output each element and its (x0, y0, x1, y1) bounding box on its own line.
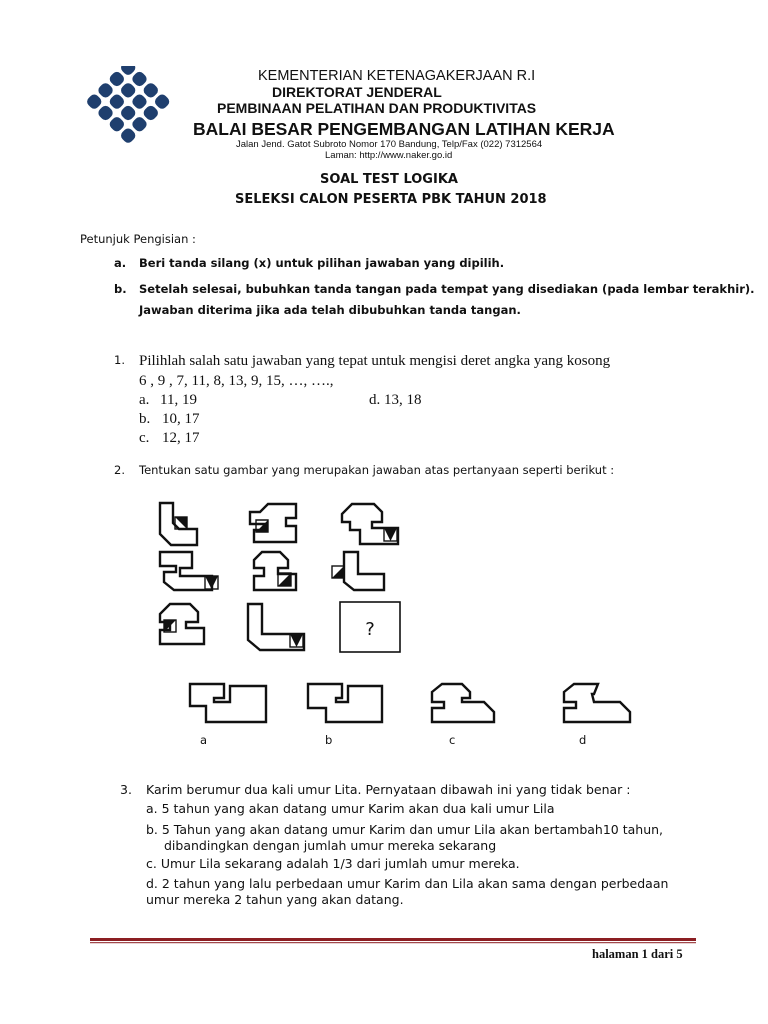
q2-prompt: Tentukan satu gambar yang merupakan jawaban atas pertanyaan seperti berikut : (139, 463, 615, 477)
grid-cell-6 (344, 552, 384, 590)
header-institution: BALAI BESAR PENGEMBANGAN LATIHAN KERJA (193, 119, 615, 139)
q1-option-c-label: c. (139, 430, 150, 446)
q1-option-a-label: a. (139, 392, 150, 408)
q3-option-c: c. Umur Lila sekarang adalah 1/3 dari jumlah umur mereka. (146, 856, 520, 871)
q3-option-d: d. 2 tahun yang lalu perbedaan umur Karim dan Lila akan sama dengan perbedaan (146, 876, 669, 891)
question-mark: ? (365, 619, 375, 640)
answer-figure-d (564, 684, 630, 722)
instruction-marker-a: a. (114, 256, 127, 270)
q3-option-b-cont: dibandingkan dengan jumlah umur mereka sekarang (164, 838, 497, 853)
instruction-text-b2: Jawaban diterima jika ada telah dibubuhkan tanda tangan. (139, 303, 521, 317)
q3-option-b: b. 5 Tahun yang akan datang umur Karim dan umur Lila akan bertambah10 tahun, (146, 822, 664, 837)
q3-number: 3. (120, 782, 132, 797)
instructions-heading: Petunjuk Pengisian : (80, 232, 196, 246)
q1-option-c-text: 12, 17 (162, 430, 200, 446)
header-address: Jalan Jend. Gatot Subroto Nomor 170 Bandung, Telp/Fax (022) 7312564 (236, 139, 543, 150)
q1-option-d: d. 13, 18 (369, 392, 422, 408)
q1-number: 1. (114, 353, 125, 367)
q1-option-b-text: 10, 17 (162, 411, 200, 427)
q1-option-b-label: b. (139, 411, 151, 427)
header-division: PEMBINAAN PELATIHAN DAN PRODUKTIVITAS (217, 100, 537, 116)
ministry-logo-icon (86, 66, 176, 150)
instruction-text-a: Beri tanda silang (x) untuk pilihan jawaban yang dipilih. (139, 256, 505, 270)
q1-option-a-text: 11, 19 (160, 392, 197, 408)
answer-label-a: a (200, 733, 208, 747)
q3-prompt: Karim berumur dua kali umur Lita. Pernyataan dibawah ini yang tidak benar : (146, 782, 631, 797)
page-number: halaman 1 dari 5 (592, 947, 683, 961)
page-title: SOAL TEST LOGIKA (320, 172, 458, 187)
grid-cell-2 (250, 504, 296, 542)
q2-number: 2. (114, 463, 125, 477)
instruction-marker-b: b. (114, 282, 127, 296)
q3-option-d-cont: umur mereka 2 tahun yang akan datang. (146, 892, 404, 907)
q2-figure-puzzle (150, 490, 662, 746)
answer-figure-a (190, 684, 266, 722)
answer-label-c: c (449, 733, 456, 747)
header-ministry: KEMENTERIAN KETENAGAKERJAAN R.I (258, 68, 536, 84)
grid-cell-4 (160, 552, 212, 590)
header-directorate: DIREKTORAT JENDERAL (272, 84, 442, 100)
header-website: Laman: http://www.naker.go.id (325, 150, 453, 161)
grid-cell-1 (160, 503, 197, 545)
q3-option-a: a. 5 tahun yang akan datang umur Karim akan dua kali umur Lila (146, 801, 555, 816)
answer-figure-b (308, 684, 382, 722)
answer-label-d: d (579, 733, 587, 747)
q1-sequence: 6 , 9 , 7, 11, 8, 13, 9, 15, …, …., (139, 373, 334, 389)
instruction-text-b: Setelah selesai, bubuhkan tanda tangan pada tempat yang disediakan (pada lembar terakhir). (139, 282, 755, 296)
footer-rule (90, 938, 696, 944)
answer-figure-c (432, 684, 494, 722)
answer-label-b: b (325, 733, 333, 747)
page-subtitle: SELEKSI CALON PESERTA PBK TAHUN 2018 (235, 192, 547, 207)
q1-prompt: Pilihlah salah satu jawaban yang tepat untuk mengisi deret angka yang kosong (139, 353, 611, 369)
